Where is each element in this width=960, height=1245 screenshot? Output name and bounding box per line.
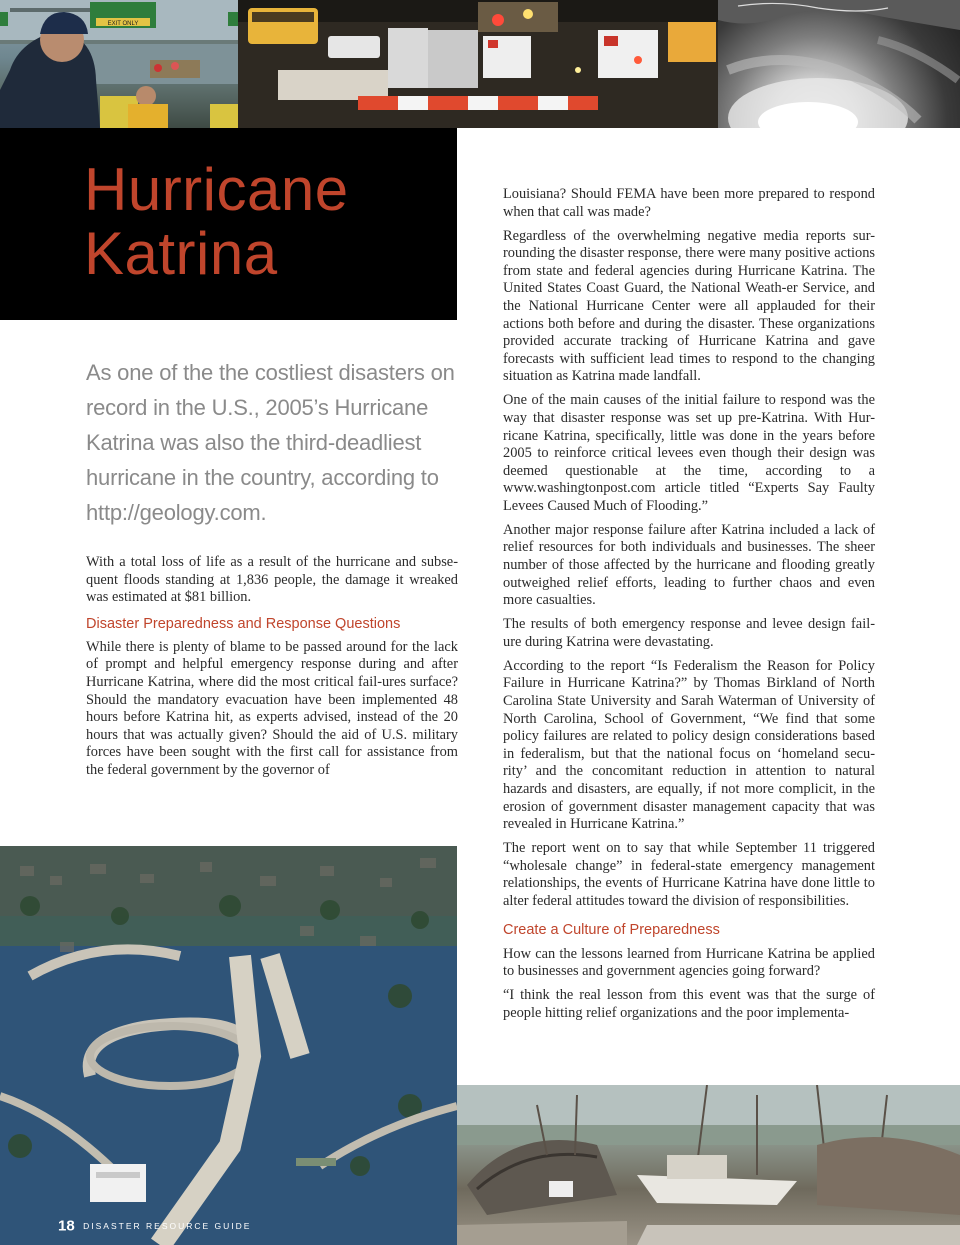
title-block (0, 128, 457, 320)
photo-satellite-hurricane (718, 0, 960, 128)
photo-flooded-highway-aerial (0, 846, 457, 1245)
body-paragraph: Louisiana? Should FEMA have been more prepared to respond when that call was made? (503, 186, 875, 220)
body-paragraph: How can the lessons learned from Hurricane Katrina be applied to businesses and government agencies going forward? (503, 945, 875, 980)
top-photo-strip (0, 0, 960, 128)
pull-quote: As one of the the costliest disasters on record in the U.S., 2005’s Hurricane Katrina was also the third-deadliest hurricane in the country, according to http://geology.com. (86, 360, 455, 525)
subhead-disaster-preparedness: Disaster Preparedness and Response Questions (86, 615, 401, 632)
body-paragraph: While there is plenty of blame to be passed around for the lack of prompt and helpful emergency response during and after Hurricane Katrina, where did the most critical fail-ures surface? Should the mandatory evacuation have been implemented 48 hours before Katrina hit, as experts advised, instead of the 20 hours that was actually given? Should the aid of U.S. military forces have been sought with the first call for assistance from the federal government by the governor of (86, 638, 458, 778)
photo-rescue-workers (0, 0, 238, 128)
page-title: Hurricane Katrina (84, 156, 349, 287)
body-paragraph: The report went on to say that while September 11 triggered “wholesale change” in federal-state emergency management relationships, the events of Hurricane Katrina have done little to alter federal attitudes toward the division of responsibilities. (503, 840, 875, 909)
left-column (86, 355, 458, 786)
subhead-culture-of-preparedness: Create a Culture of Preparedness (503, 921, 720, 938)
body-paragraph: One of the main causes of the initial failure to respond was the way that disaster response was set up pre-Katrina. With Hur-ricane Katrina, specifically, little was done in the years before 2005 to reinforce critical levees even though their design was deemed questionable at the time, according to a www.washingtonpost.com article titled “Experts Say Faulty Levees Caused Much of Flooding.” (503, 392, 875, 514)
body-paragraph: Regardless of the overwhelming negative media reports sur-rounding the disaster response, there were many positive actions from state and federal agencies during Hurricane Katrina. The United States Coast Guard, the National Weath-er Service, and the National Hurricane Center were all applauded for their actions both before and during the disaster. These organizations provided accurate tracking of Hurricane Katrina and gave forecasts with sufficient lead times to respond to the changing situation as Katrina made landfall. (503, 227, 875, 385)
right-column (503, 186, 875, 1029)
photo-emergency-vehicles (238, 0, 718, 128)
exit-only-sign-text: EXIT ONLY (107, 21, 139, 27)
body-paragraph: The results of both emergency response and levee design fail-ure during Katrina were devastating. (503, 616, 875, 650)
page-footer (58, 1217, 251, 1235)
publication-name: DISASTER RESOURCE GUIDE (83, 1220, 252, 1231)
body-paragraph: According to the report “Is Federalism the Reason for Policy Failure in Hurricane Katrina?” by Thomas Birkland of North Carolina State University and Sarah Waterman of University of North Carolina, School of Government, “We find that some policy failures are related to policy design considerations based in federalism, but that the national focus on ‘homeland secu-rity’ and the concomitant reduction in attention to natural hazards and disasters, are equally, if not more complicit, in the erosion of government disaster management capacity that was revealed in Hurricane Katrina.” (503, 657, 875, 833)
photo-stranded-boats (457, 1085, 960, 1245)
body-paragraph: “I think the real lesson from this event was that the surge of people hitting relief organizations and the poor implementa- (503, 987, 875, 1021)
intro-paragraph: With a total loss of life as a result of the hurricane and subse-quent floods standing at 1,836 people, the damage it wreaked was estimated at $81 billion. (86, 554, 458, 606)
page-number: 18 (58, 1217, 75, 1235)
body-paragraph: Another major response failure after Katrina included a lack of relief resources for both individuals and businesses. The sheer number of those affected by the hurricane and flooding greatly outweighed relief efforts, leading to further chaos and even more casualties. (503, 521, 875, 609)
